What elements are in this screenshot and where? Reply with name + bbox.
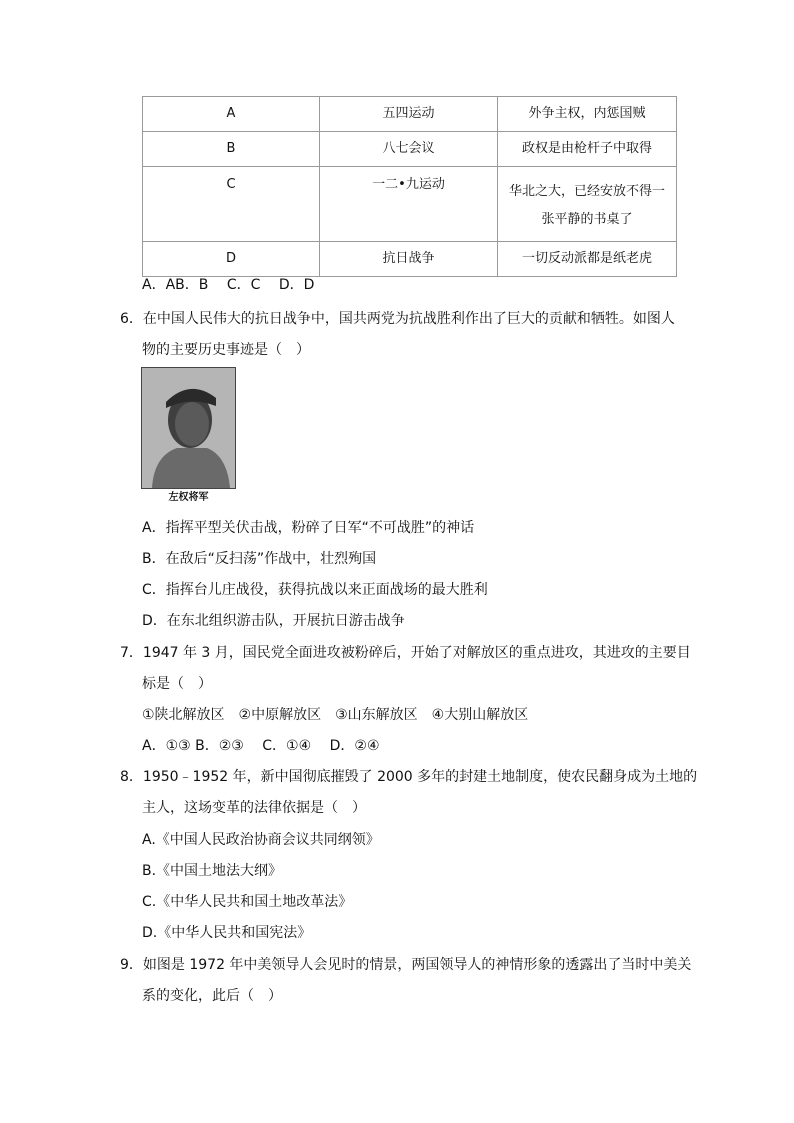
- q6-option-b: B．在敌后“反扫荡”作战中，壮烈殉国: [142, 551, 377, 567]
- table-cell: D: [143, 242, 320, 277]
- table-row: [143, 242, 677, 277]
- q7-stem-line2: 标是（ ）: [142, 676, 212, 692]
- table-cell: C: [143, 167, 320, 242]
- q8-option-d: D.《中华人民共和国宪法》: [142, 925, 312, 941]
- q6-stem-line1: 6．在中国人民伟大的抗日战争中，国共两党为抗战胜利作出了巨大的贡献和牺牲。如图人: [120, 311, 675, 327]
- q7-options: A．①③ B．②③ C．①④ D．②④: [142, 738, 380, 754]
- table-row: [143, 132, 677, 167]
- table-row: [143, 97, 677, 132]
- table-cell: 一切反动派都是纸老虎: [498, 242, 677, 277]
- table-cell: 一二•九运动: [320, 167, 498, 242]
- table-cell: 八七会议: [320, 132, 498, 167]
- table-cell: B: [143, 132, 320, 167]
- table-row: [143, 167, 677, 242]
- q9-stem-line1: 9．如图是 1972 年中美领导人会见时的情景，两国领导人的神情形象的透露出了当时中美关: [120, 957, 692, 973]
- q6-stem-line2: 物的主要历史事迹是（ ）: [142, 342, 310, 358]
- table-cell: 抗日战争: [320, 242, 498, 277]
- table-cell: 政权是由枪杆子中取得: [498, 132, 677, 167]
- comparison-table: [142, 96, 677, 277]
- table-cell: [498, 167, 677, 242]
- q7-stem-line1: 7．1947 年 3 月，国民党全面进攻被粉碎后，开始了对解放区的重点进攻，其进攻的主要目: [120, 645, 691, 661]
- table-cell: 外争主权，内惩国贼: [498, 97, 677, 132]
- q5-options: A．AB．B C．C D．D: [142, 277, 315, 293]
- table-cell: 五四运动: [320, 97, 498, 132]
- cell-line: 张平静的书桌了: [541, 212, 633, 227]
- cell-line: 华北之大，已经安放不得一: [508, 184, 665, 199]
- q8-stem-line1: 8．1950﹣1952 年，新中国彻底摧毁了 2000 多年的封建土地制度，使农民翻身成为土地的: [120, 769, 698, 785]
- q6-option-a: A．指挥平型关伏击战，粉碎了日军“不可战胜”的神话: [142, 520, 475, 536]
- q8-stem-line2: 主人，这场变革的法律依据是（ ）: [142, 800, 366, 816]
- q6-option-c: C．指挥台儿庄战役，获得抗战以来正面战场的最大胜利: [142, 582, 488, 598]
- portrait-photo: [141, 367, 236, 489]
- q8-option-b: B.《中国土地法大纲》: [142, 863, 283, 879]
- q6-option-d: D．在东北组织游击队，开展抗日游击战争: [142, 613, 405, 629]
- photo-caption: 左权将军: [168, 492, 209, 503]
- q7-items: ①陕北解放区 ②中原解放区 ③山东解放区 ④大别山解放区: [142, 707, 529, 723]
- q9-stem-line2: 系的变化，此后（ ）: [142, 988, 282, 1004]
- table-cell: A: [143, 97, 320, 132]
- q8-option-a: A.《中国人民政治协商会议共同纲领》: [142, 832, 380, 848]
- q8-option-c: C.《中华人民共和国土地改革法》: [142, 894, 353, 910]
